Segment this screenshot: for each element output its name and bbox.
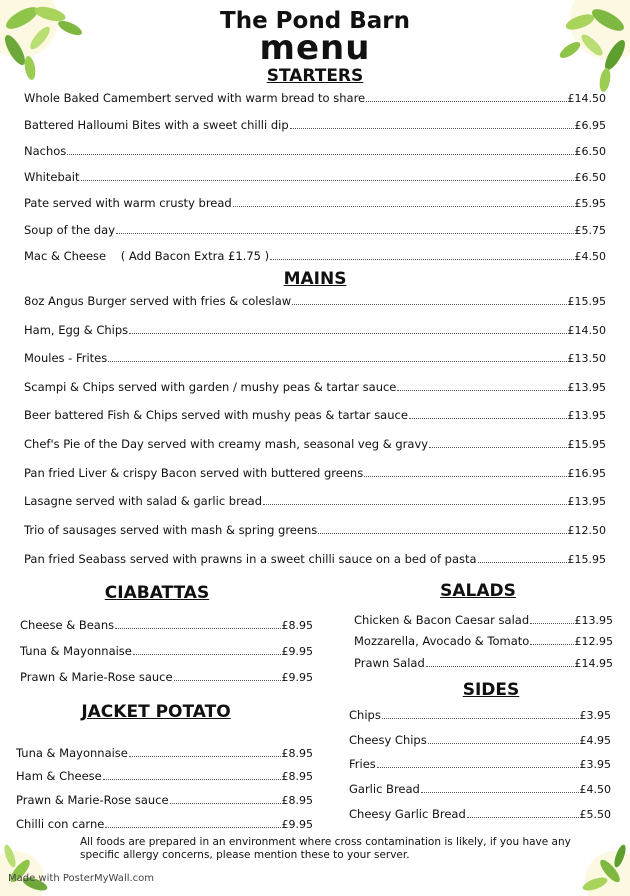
item-name: Chef's Pie of the Day served with creamy mash, seasonal veg & gravy <box>24 437 429 451</box>
item-price: £5.75 <box>574 224 606 237</box>
dot-leader <box>174 680 281 681</box>
menu-item <box>20 616 313 632</box>
item-name: Chilli con carne <box>16 817 105 831</box>
item-price: £13.50 <box>567 352 606 365</box>
item-name: Battered Halloumi Bites with a sweet chilli dip <box>24 118 289 132</box>
menu-item <box>24 378 606 394</box>
dot-leader <box>292 304 566 305</box>
starters-heading: STARTERS <box>266 66 364 86</box>
item-price: £16.95 <box>567 467 606 480</box>
item-price: £5.95 <box>574 197 606 210</box>
menu-item <box>24 247 606 263</box>
item-name: Cheese & Beans <box>20 618 115 632</box>
menu-item <box>354 654 613 670</box>
menu-item <box>24 492 606 508</box>
dot-leader <box>530 623 573 624</box>
item-price: £15.95 <box>567 553 606 566</box>
mains-heading: MAINS <box>283 269 347 289</box>
item-price: £5.50 <box>579 808 611 821</box>
allergy-note: All foods are prepared in an environment where cross contamination is likely, if you have any specific allergy concerns, please mention these to your server. <box>80 836 571 861</box>
menu-item <box>24 221 606 237</box>
menu-item <box>20 668 313 684</box>
menu-item <box>24 349 606 365</box>
menu-item <box>24 142 606 158</box>
dot-leader <box>467 817 579 818</box>
item-name: Fries <box>349 757 376 771</box>
item-name: Prawn Salad <box>354 656 425 670</box>
item-price: £9.95 <box>281 645 313 658</box>
item-name: Ham & Cheese <box>16 769 102 783</box>
item-name: Prawn & Marie-Rose sauce <box>16 793 169 807</box>
item-price: £13.95 <box>567 381 606 394</box>
item-name: Moules - Frites <box>24 351 108 365</box>
menu-item <box>16 791 313 807</box>
item-price: £8.95 <box>281 619 313 632</box>
item-name: Scampi & Chips served with garden / mushy peas & tartar sauce <box>24 380 397 394</box>
item-name: Soup of the day <box>24 223 116 237</box>
menu-item <box>349 780 611 796</box>
item-name: Mozzarella, Avocado & Tomato <box>354 634 530 648</box>
item-price: £4.50 <box>574 250 606 263</box>
item-price: £12.95 <box>574 635 613 648</box>
sides-heading: SIDES <box>462 680 520 700</box>
dot-leader <box>478 562 567 563</box>
item-name: Mac & Cheese ( Add Bacon Extra £1.75 ) <box>24 249 270 263</box>
item-name: Prawn & Marie-Rose sauce <box>20 670 173 684</box>
menu-item <box>16 744 313 760</box>
item-name: Ham, Egg & Chips <box>24 323 129 337</box>
item-name: Trio of sausages served with mash & spring greens <box>24 523 318 537</box>
dot-leader <box>116 233 573 234</box>
item-price: £6.50 <box>574 171 606 184</box>
item-price: £13.95 <box>574 614 613 627</box>
dot-leader <box>129 756 281 757</box>
item-name: Whitebait <box>24 170 80 184</box>
dot-leader <box>133 654 281 655</box>
item-price: £14.50 <box>567 92 606 105</box>
menu-item <box>349 805 611 821</box>
jacket-potato-heading: JACKET POTATO <box>81 702 231 722</box>
item-price: £14.50 <box>567 324 606 337</box>
dot-leader <box>426 666 574 667</box>
menu-item <box>349 755 611 771</box>
item-name: Chicken & Bacon Caesar salad <box>354 613 530 627</box>
item-price: £4.50 <box>579 783 611 796</box>
item-name: Pate served with warm crusty bread <box>24 196 232 210</box>
dot-leader <box>105 827 280 828</box>
poster-credit: Made with PosterMyWall.com <box>8 873 155 884</box>
item-price: £4.95 <box>579 734 611 747</box>
dot-leader <box>233 206 574 207</box>
item-price: £3.95 <box>579 709 611 722</box>
dot-leader <box>428 743 579 744</box>
dot-leader <box>409 418 567 419</box>
item-name: Garlic Bread <box>349 782 420 796</box>
item-price: £13.95 <box>567 495 606 508</box>
dot-leader <box>530 644 573 645</box>
item-price: £12.50 <box>567 524 606 537</box>
item-price: £6.95 <box>574 119 606 132</box>
dot-leader <box>270 259 573 260</box>
restaurant-name: The Pond Barn <box>220 8 410 34</box>
dot-leader <box>397 390 566 391</box>
item-name: Lasagne served with salad & garlic bread <box>24 494 262 508</box>
dot-leader <box>81 180 574 181</box>
item-price: £13.95 <box>567 409 606 422</box>
leaf-cluster-icon <box>0 826 60 896</box>
item-price: £15.95 <box>567 438 606 451</box>
menu-item <box>24 435 606 451</box>
menu-title: menu <box>259 28 371 68</box>
item-price: £9.95 <box>281 818 313 831</box>
dot-leader <box>377 767 579 768</box>
dot-leader <box>318 533 566 534</box>
menu-item <box>20 642 313 658</box>
item-name: Pan fried Seabass served with prawns in a sweet chilli sauce on a bed of pasta <box>24 552 477 566</box>
item-name: Nachos <box>24 144 67 158</box>
item-price: £3.95 <box>579 758 611 771</box>
dot-leader <box>421 792 579 793</box>
dot-leader <box>263 504 567 505</box>
item-name: Cheesy Chips <box>349 733 427 747</box>
item-name: Chips <box>349 708 381 722</box>
item-name: Whole Baked Camembert served with warm bread to share <box>24 91 366 105</box>
dot-leader <box>290 128 574 129</box>
dot-leader <box>366 101 566 102</box>
item-name: 8oz Angus Burger served with fries & coleslaw <box>24 294 292 308</box>
ciabattas-heading: CIABATTAS <box>104 583 210 603</box>
item-price: £8.95 <box>281 747 313 760</box>
menu-item <box>24 521 606 537</box>
item-name: Cheesy Garlic Bread <box>349 807 466 821</box>
menu-item <box>24 321 606 337</box>
dot-leader <box>429 447 566 448</box>
dot-leader <box>382 718 579 719</box>
dot-leader <box>364 476 566 477</box>
item-name: Tuna & Mayonnaise <box>16 746 128 760</box>
menu-item <box>24 194 606 210</box>
menu-item <box>24 464 606 480</box>
menu-item <box>24 168 606 184</box>
menu-item <box>349 731 611 747</box>
dot-leader <box>115 628 280 629</box>
item-price: £8.95 <box>281 770 313 783</box>
menu-item <box>354 611 613 627</box>
menu-item <box>24 292 606 308</box>
item-price: £9.95 <box>281 671 313 684</box>
item-price: £6.50 <box>574 145 606 158</box>
dot-leader <box>170 803 281 804</box>
item-price: £15.95 <box>567 295 606 308</box>
item-price: £8.95 <box>281 794 313 807</box>
dot-leader <box>129 333 566 334</box>
menu-item <box>24 89 606 105</box>
menu-item <box>24 116 606 132</box>
menu-item <box>354 632 613 648</box>
item-price: £14.95 <box>574 657 613 670</box>
menu-item <box>16 815 313 831</box>
menu-item <box>24 550 606 566</box>
menu-item <box>16 767 313 783</box>
item-name: Pan fried Liver & crispy Bacon served with buttered greens <box>24 466 364 480</box>
dot-leader <box>67 154 573 155</box>
item-name: Tuna & Mayonnaise <box>20 644 132 658</box>
dot-leader <box>103 779 281 780</box>
menu-item <box>349 706 611 722</box>
salads-heading: SALADS <box>440 581 516 601</box>
menu-item <box>24 406 606 422</box>
item-name: Beer battered Fish & Chips served with mushy peas & tartar sauce <box>24 408 408 422</box>
dot-leader <box>108 361 566 362</box>
